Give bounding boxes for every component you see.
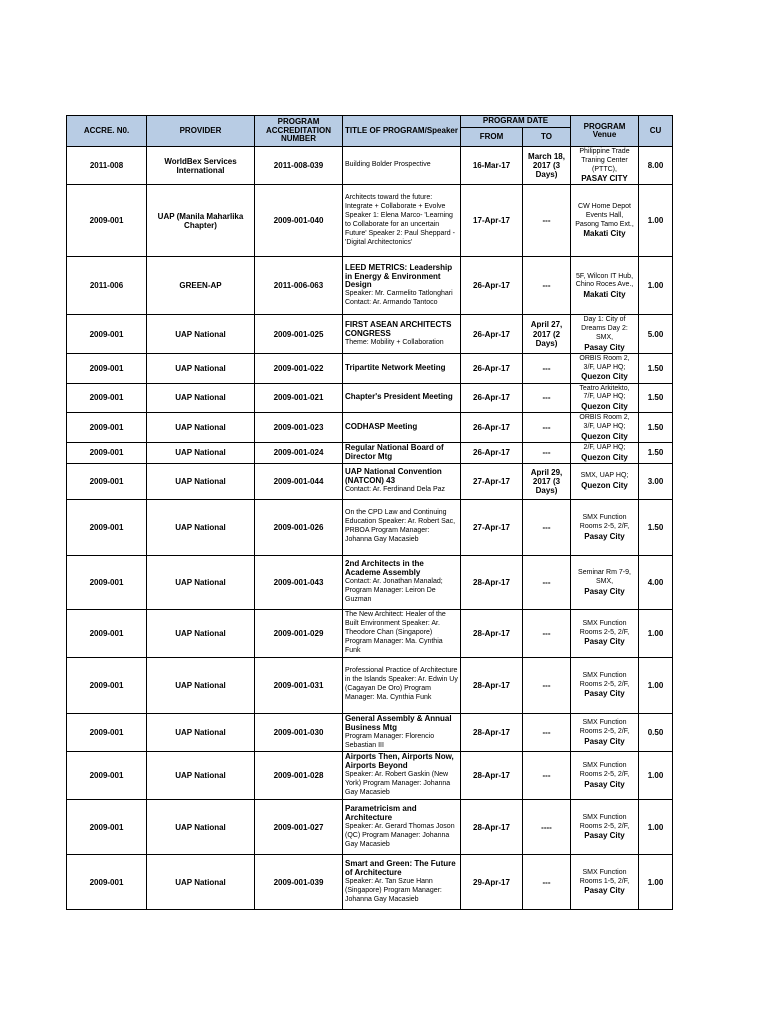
- date-from-cell: 27-Apr-17: [461, 463, 523, 499]
- venue-cell: [571, 855, 639, 910]
- venue-cell: [571, 413, 639, 443]
- header-provider: PROVIDER: [147, 116, 255, 147]
- header-accreditation-number: PROGRAM ACCREDITATION NUMBER: [255, 116, 343, 147]
- cu-cell: 1.50: [639, 413, 673, 443]
- program-speaker-details: Theme: Mobility + Collaboration: [345, 338, 444, 346]
- accreditation-number-cell: 2009-001-044: [255, 463, 343, 499]
- venue-city: Pasay City: [584, 531, 625, 541]
- table-row: [67, 315, 673, 353]
- program-title: Airports Then, Airports Now, Airports Beyond: [345, 752, 454, 771]
- date-from-cell: 26-Apr-17: [461, 383, 523, 413]
- program-speaker-details: On the CPD Law and Continuing Education Speaker: Ar. Robert Sac, PRBOA Program Manager: Johanna Gay Macasieb: [345, 509, 456, 544]
- program-speaker-details: Speaker: Mr. Carmelito Tatlonghari Contact: Ar. Armando Tantoco: [345, 290, 453, 307]
- venue-cell: [571, 147, 639, 185]
- venue-location: Seminar Rm 7-9, SMX,: [578, 569, 631, 585]
- program-title: UAP National Convention (NATCON) 43: [345, 466, 442, 485]
- cu-cell: 1.50: [639, 353, 673, 383]
- program-title: Smart and Green: The Future of Architecture: [345, 858, 456, 877]
- program-title-cell: [343, 555, 461, 609]
- date-to-cell: ---: [523, 383, 571, 413]
- program-title: Chapter's President Meeting: [345, 392, 453, 402]
- venue-cell: [571, 657, 639, 713]
- table-row: [67, 855, 673, 910]
- program-title-cell: [343, 315, 461, 353]
- program-title: LEED METRICS: Leadership in Energy & Environment Design: [345, 262, 453, 290]
- accre-no-cell: 2009-001: [67, 713, 147, 752]
- venue-location: Philippine Trade Traning Center (PTTC),: [579, 148, 630, 173]
- venue-cell: [571, 555, 639, 609]
- accre-no-cell: 2009-001: [67, 353, 147, 383]
- venue-city: Quezon City: [581, 372, 628, 382]
- program-title-cell: [343, 185, 461, 257]
- provider-cell: UAP National: [147, 752, 255, 800]
- provider-cell: UAP National: [147, 463, 255, 499]
- program-title-cell: [343, 657, 461, 713]
- cu-cell: 5.00: [639, 315, 673, 353]
- cu-cell: 1.50: [639, 442, 673, 463]
- accreditation-number-cell: 2009-001-040: [255, 185, 343, 257]
- venue-cell: [571, 800, 639, 855]
- header-program-date: PROGRAM DATE: [461, 116, 571, 128]
- accreditation-number-cell: 2009-001-027: [255, 800, 343, 855]
- program-speaker-details: Professional Practice of Architecture in the Islands Speaker: Ar. Edwin Uy (Cagayan De Oro) Program Manager: Ma. Cynthia Funk: [345, 667, 458, 702]
- program-title-cell: [343, 463, 461, 499]
- program-title: Regular National Board of Director Mtg: [345, 442, 444, 461]
- date-to-cell: ---: [523, 713, 571, 752]
- venue-location: 5F, Wilcon IT Hub, Chino Roces Ave.,: [575, 272, 634, 289]
- venue-cell: [571, 463, 639, 499]
- header-from: FROM: [461, 128, 523, 147]
- date-from-cell: 26-Apr-17: [461, 315, 523, 353]
- venue-city: Makati City: [583, 229, 626, 239]
- venue-location: ORBIS Room 2, 3/F, UAP HQ;: [579, 414, 630, 430]
- accre-no-cell: 2011-008: [67, 147, 147, 185]
- date-to-cell: ---: [523, 855, 571, 910]
- date-from-cell: 28-Apr-17: [461, 800, 523, 855]
- cu-cell: 0.50: [639, 713, 673, 752]
- program-speaker-details: Contact: Ar. Ferdinand Dela Paz: [345, 485, 445, 493]
- accre-no-cell: 2009-001: [67, 315, 147, 353]
- table-row: [67, 257, 673, 315]
- venue-city: Pasay City: [584, 779, 625, 789]
- venue-cell: [571, 383, 639, 413]
- provider-cell: UAP National: [147, 442, 255, 463]
- venue-city: Pasay City: [584, 736, 625, 746]
- program-title-cell: [343, 257, 461, 315]
- accreditation-number-cell: 2009-001-031: [255, 657, 343, 713]
- accre-no-cell: 2009-001: [67, 463, 147, 499]
- accreditation-number-cell: 2009-001-026: [255, 499, 343, 555]
- program-title-cell: [343, 147, 461, 185]
- accreditation-number-cell: 2009-001-043: [255, 555, 343, 609]
- date-to-cell: ---: [523, 609, 571, 657]
- venue-cell: [571, 315, 639, 353]
- venue-city: Pasay City: [584, 831, 625, 841]
- date-from-cell: 26-Apr-17: [461, 442, 523, 463]
- venue-location: SMX Function Rooms 2-5, 2/F,: [579, 813, 630, 830]
- table-row: [67, 555, 673, 609]
- date-from-cell: 28-Apr-17: [461, 609, 523, 657]
- program-title-cell: [343, 413, 461, 443]
- cu-cell: 3.00: [639, 463, 673, 499]
- provider-cell: UAP National: [147, 609, 255, 657]
- venue-cell: [571, 442, 639, 463]
- table-row: [67, 657, 673, 713]
- venue-cell: [571, 752, 639, 800]
- date-to-cell: April 29, 2017 (3 Days): [523, 463, 571, 499]
- venue-city: Quezon City: [581, 452, 628, 462]
- venue-location: SMX Function Rooms 1-5, 2/F,: [579, 868, 630, 885]
- program-title-cell: [343, 383, 461, 413]
- date-to-cell: ----: [523, 800, 571, 855]
- program-title: CODHASP Meeting: [345, 422, 418, 432]
- table-row: [67, 713, 673, 752]
- program-title: FIRST ASEAN ARCHITECTS CONGRESS: [345, 319, 452, 338]
- cu-cell: 1.00: [639, 855, 673, 910]
- accre-no-cell: 2009-001: [67, 657, 147, 713]
- date-from-cell: 16-Mar-17: [461, 147, 523, 185]
- program-title-cell: [343, 800, 461, 855]
- venue-location: SMX Function Rooms 2-5, 2/F,: [579, 719, 630, 735]
- venue-city: PASAY CITY: [581, 174, 628, 184]
- program-title: Parametricism and Architecture: [345, 803, 417, 822]
- provider-cell: UAP National: [147, 713, 255, 752]
- provider-cell: UAP (Manila Maharlika Chapter): [147, 185, 255, 257]
- table-row: [67, 185, 673, 257]
- accreditation-number-cell: 2009-001-030: [255, 713, 343, 752]
- accre-no-cell: 2009-001: [67, 855, 147, 910]
- accre-no-cell: 2009-001: [67, 185, 147, 257]
- venue-cell: [571, 353, 639, 383]
- venue-city: Makati City: [583, 290, 626, 300]
- accreditation-number-cell: 2009-001-021: [255, 383, 343, 413]
- program-speaker-details: Contact: Ar. Jonathan Manalad; Program Manager: Leiron De Guzman: [345, 577, 443, 603]
- accre-no-cell: 2009-001: [67, 442, 147, 463]
- venue-location: SMX Function Rooms 2-5, 2/F,: [579, 762, 630, 779]
- cu-cell: 1.50: [639, 383, 673, 413]
- venue-location: SMX Function Rooms 2-5, 2/F,: [579, 514, 630, 530]
- table-row: [67, 800, 673, 855]
- venue-cell: [571, 609, 639, 657]
- accreditation-number-cell: 2009-001-029: [255, 609, 343, 657]
- program-speaker-details: Building Bolder Prospective: [345, 161, 431, 169]
- accreditation-number-cell: 2009-001-039: [255, 855, 343, 910]
- date-from-cell: 28-Apr-17: [461, 713, 523, 752]
- header-title: TITLE OF PROGRAM/Speaker: [343, 116, 461, 147]
- program-title-cell: [343, 353, 461, 383]
- venue-city: Pasay City: [584, 586, 625, 596]
- program-title-cell: [343, 499, 461, 555]
- program-speaker-details: Speaker: Ar. Tan Szue Hann (Singapore) Program Manager: Johanna Gay Macasieb: [345, 877, 442, 903]
- table-row: [67, 383, 673, 413]
- date-from-cell: 28-Apr-17: [461, 657, 523, 713]
- venue-city: Pasay City: [584, 637, 625, 647]
- venue-cell: [571, 257, 639, 315]
- accre-no-cell: 2009-001: [67, 413, 147, 443]
- program-speaker-details: Architects toward the future: Integrate + Collaborate + Evolve Speaker 1: Elena Marco- 'Learning to Collaborate for an uncertain Future' Speaker 2: Paul Sheppard - 'Digital Architectonics': [345, 194, 455, 246]
- cu-cell: 1.00: [639, 657, 673, 713]
- provider-cell: GREEN-AP: [147, 257, 255, 315]
- date-to-cell: ---: [523, 657, 571, 713]
- date-from-cell: 26-Apr-17: [461, 413, 523, 443]
- accre-no-cell: 2009-001: [67, 555, 147, 609]
- header-venue: PROGRAM Venue: [571, 116, 639, 147]
- program-title: Tripartite Network Meeting: [345, 362, 446, 372]
- date-to-cell: ---: [523, 353, 571, 383]
- accre-no-cell: 2009-001: [67, 609, 147, 657]
- accre-no-cell: 2009-001: [67, 800, 147, 855]
- cu-cell: 1.00: [639, 752, 673, 800]
- provider-cell: UAP National: [147, 800, 255, 855]
- program-title: 2nd Architects in the Academe Assembly: [345, 558, 424, 577]
- cu-cell: 8.00: [639, 147, 673, 185]
- program-speaker-details: Speaker: Ar. Gerard Thomas Joson (QC) Program Manager: Johanna Gay Macasieb: [345, 822, 455, 848]
- accre-no-cell: 2009-001: [67, 752, 147, 800]
- program-title-cell: [343, 609, 461, 657]
- accreditation-number-cell: 2009-001-022: [255, 353, 343, 383]
- date-from-cell: 17-Apr-17: [461, 185, 523, 257]
- header-accre-no: ACCRE. N0.: [67, 116, 147, 147]
- provider-cell: UAP National: [147, 499, 255, 555]
- provider-cell: UAP National: [147, 383, 255, 413]
- provider-cell: UAP National: [147, 413, 255, 443]
- accre-no-cell: 2009-001: [67, 499, 147, 555]
- header-cu: CU: [639, 116, 673, 147]
- provider-cell: WorldBex Services International: [147, 147, 255, 185]
- table-row: [67, 499, 673, 555]
- accreditation-number-cell: 2011-006-063: [255, 257, 343, 315]
- accre-no-cell: 2009-001: [67, 383, 147, 413]
- cu-cell: 1.00: [639, 609, 673, 657]
- venue-city: Pasay City: [584, 886, 625, 896]
- date-from-cell: 28-Apr-17: [461, 752, 523, 800]
- date-to-cell: ---: [523, 499, 571, 555]
- program-schedule-table: [66, 115, 673, 910]
- provider-cell: UAP National: [147, 315, 255, 353]
- venue-location: SMX Function Rooms 2-5, 2/F,: [579, 671, 630, 688]
- provider-cell: UAP National: [147, 855, 255, 910]
- cu-cell: 1.50: [639, 499, 673, 555]
- cu-cell: 4.00: [639, 555, 673, 609]
- cu-cell: 1.00: [639, 800, 673, 855]
- date-from-cell: 26-Apr-17: [461, 257, 523, 315]
- accreditation-number-cell: 2009-001-024: [255, 442, 343, 463]
- venue-city: Pasay City: [584, 342, 625, 352]
- program-title: General Assembly & Annual Business Mtg: [345, 713, 452, 732]
- header-to: TO: [523, 128, 571, 147]
- venue-city: Pasay City: [584, 689, 625, 699]
- date-from-cell: 28-Apr-17: [461, 555, 523, 609]
- cu-cell: 1.00: [639, 257, 673, 315]
- table-body: [67, 147, 673, 910]
- date-from-cell: 27-Apr-17: [461, 499, 523, 555]
- date-from-cell: 29-Apr-17: [461, 855, 523, 910]
- table-row: [67, 413, 673, 443]
- venue-location: Day 1: City of Dreams Day 2: SMX,: [581, 316, 628, 341]
- date-to-cell: ---: [523, 752, 571, 800]
- venue-cell: [571, 713, 639, 752]
- venue-city: Quezon City: [581, 402, 628, 412]
- date-to-cell: March 18, 2017 (3 Days): [523, 147, 571, 185]
- date-to-cell: ---: [523, 555, 571, 609]
- provider-cell: UAP National: [147, 555, 255, 609]
- program-title-cell: [343, 713, 461, 752]
- table-row: [67, 463, 673, 499]
- program-title-cell: [343, 442, 461, 463]
- date-to-cell: ---: [523, 257, 571, 315]
- program-title-cell: [343, 752, 461, 800]
- date-from-cell: 26-Apr-17: [461, 353, 523, 383]
- table-row: [67, 752, 673, 800]
- accreditation-number-cell: 2009-001-028: [255, 752, 343, 800]
- table-row: [67, 353, 673, 383]
- provider-cell: UAP National: [147, 353, 255, 383]
- accre-no-cell: 2011-006: [67, 257, 147, 315]
- venue-cell: [571, 499, 639, 555]
- accreditation-number-cell: 2011-008-039: [255, 147, 343, 185]
- venue-cell: [571, 185, 639, 257]
- program-speaker-details: Program Manager: Florencio Sebastian III: [345, 732, 435, 749]
- venue-location: 2/F, UAP HQ;: [583, 443, 626, 451]
- venue-location: SMX, UAP HQ;: [580, 472, 629, 480]
- provider-cell: UAP National: [147, 657, 255, 713]
- accreditation-number-cell: 2009-001-023: [255, 413, 343, 443]
- date-to-cell: April 27, 2017 (2 Days): [523, 315, 571, 353]
- date-to-cell: ---: [523, 413, 571, 443]
- venue-location: SMX Function Rooms 2-5, 2/F,: [579, 619, 630, 636]
- cu-cell: 1.00: [639, 185, 673, 257]
- program-speaker-details: Speaker: Ar. Robert Gaskin (New York) Program Manager: Johanna Gay Macasieb: [345, 771, 451, 797]
- venue-location: Teatro Arkitekto, 7/F, UAP HQ;: [579, 384, 630, 401]
- venue-location: ORBIS Room 2, 3/F, UAP HQ;: [579, 354, 630, 371]
- date-to-cell: ---: [523, 442, 571, 463]
- accreditation-number-cell: 2009-001-025: [255, 315, 343, 353]
- venue-city: Quezon City: [581, 481, 628, 491]
- venue-city: Quezon City: [581, 431, 628, 441]
- table-row: [67, 609, 673, 657]
- table-row: [67, 442, 673, 463]
- program-speaker-details: The New Architect: Healer of the Built Environment Speaker: Ar. Theodore Chan (Singapore) Program Manager: Ma. Cynthia Funk: [345, 610, 446, 654]
- date-to-cell: ---: [523, 185, 571, 257]
- program-title-cell: [343, 855, 461, 910]
- venue-location: CW Home Depot Events Hall, Pasong Tamo Ext.,: [575, 203, 634, 228]
- table-row: [67, 147, 673, 185]
